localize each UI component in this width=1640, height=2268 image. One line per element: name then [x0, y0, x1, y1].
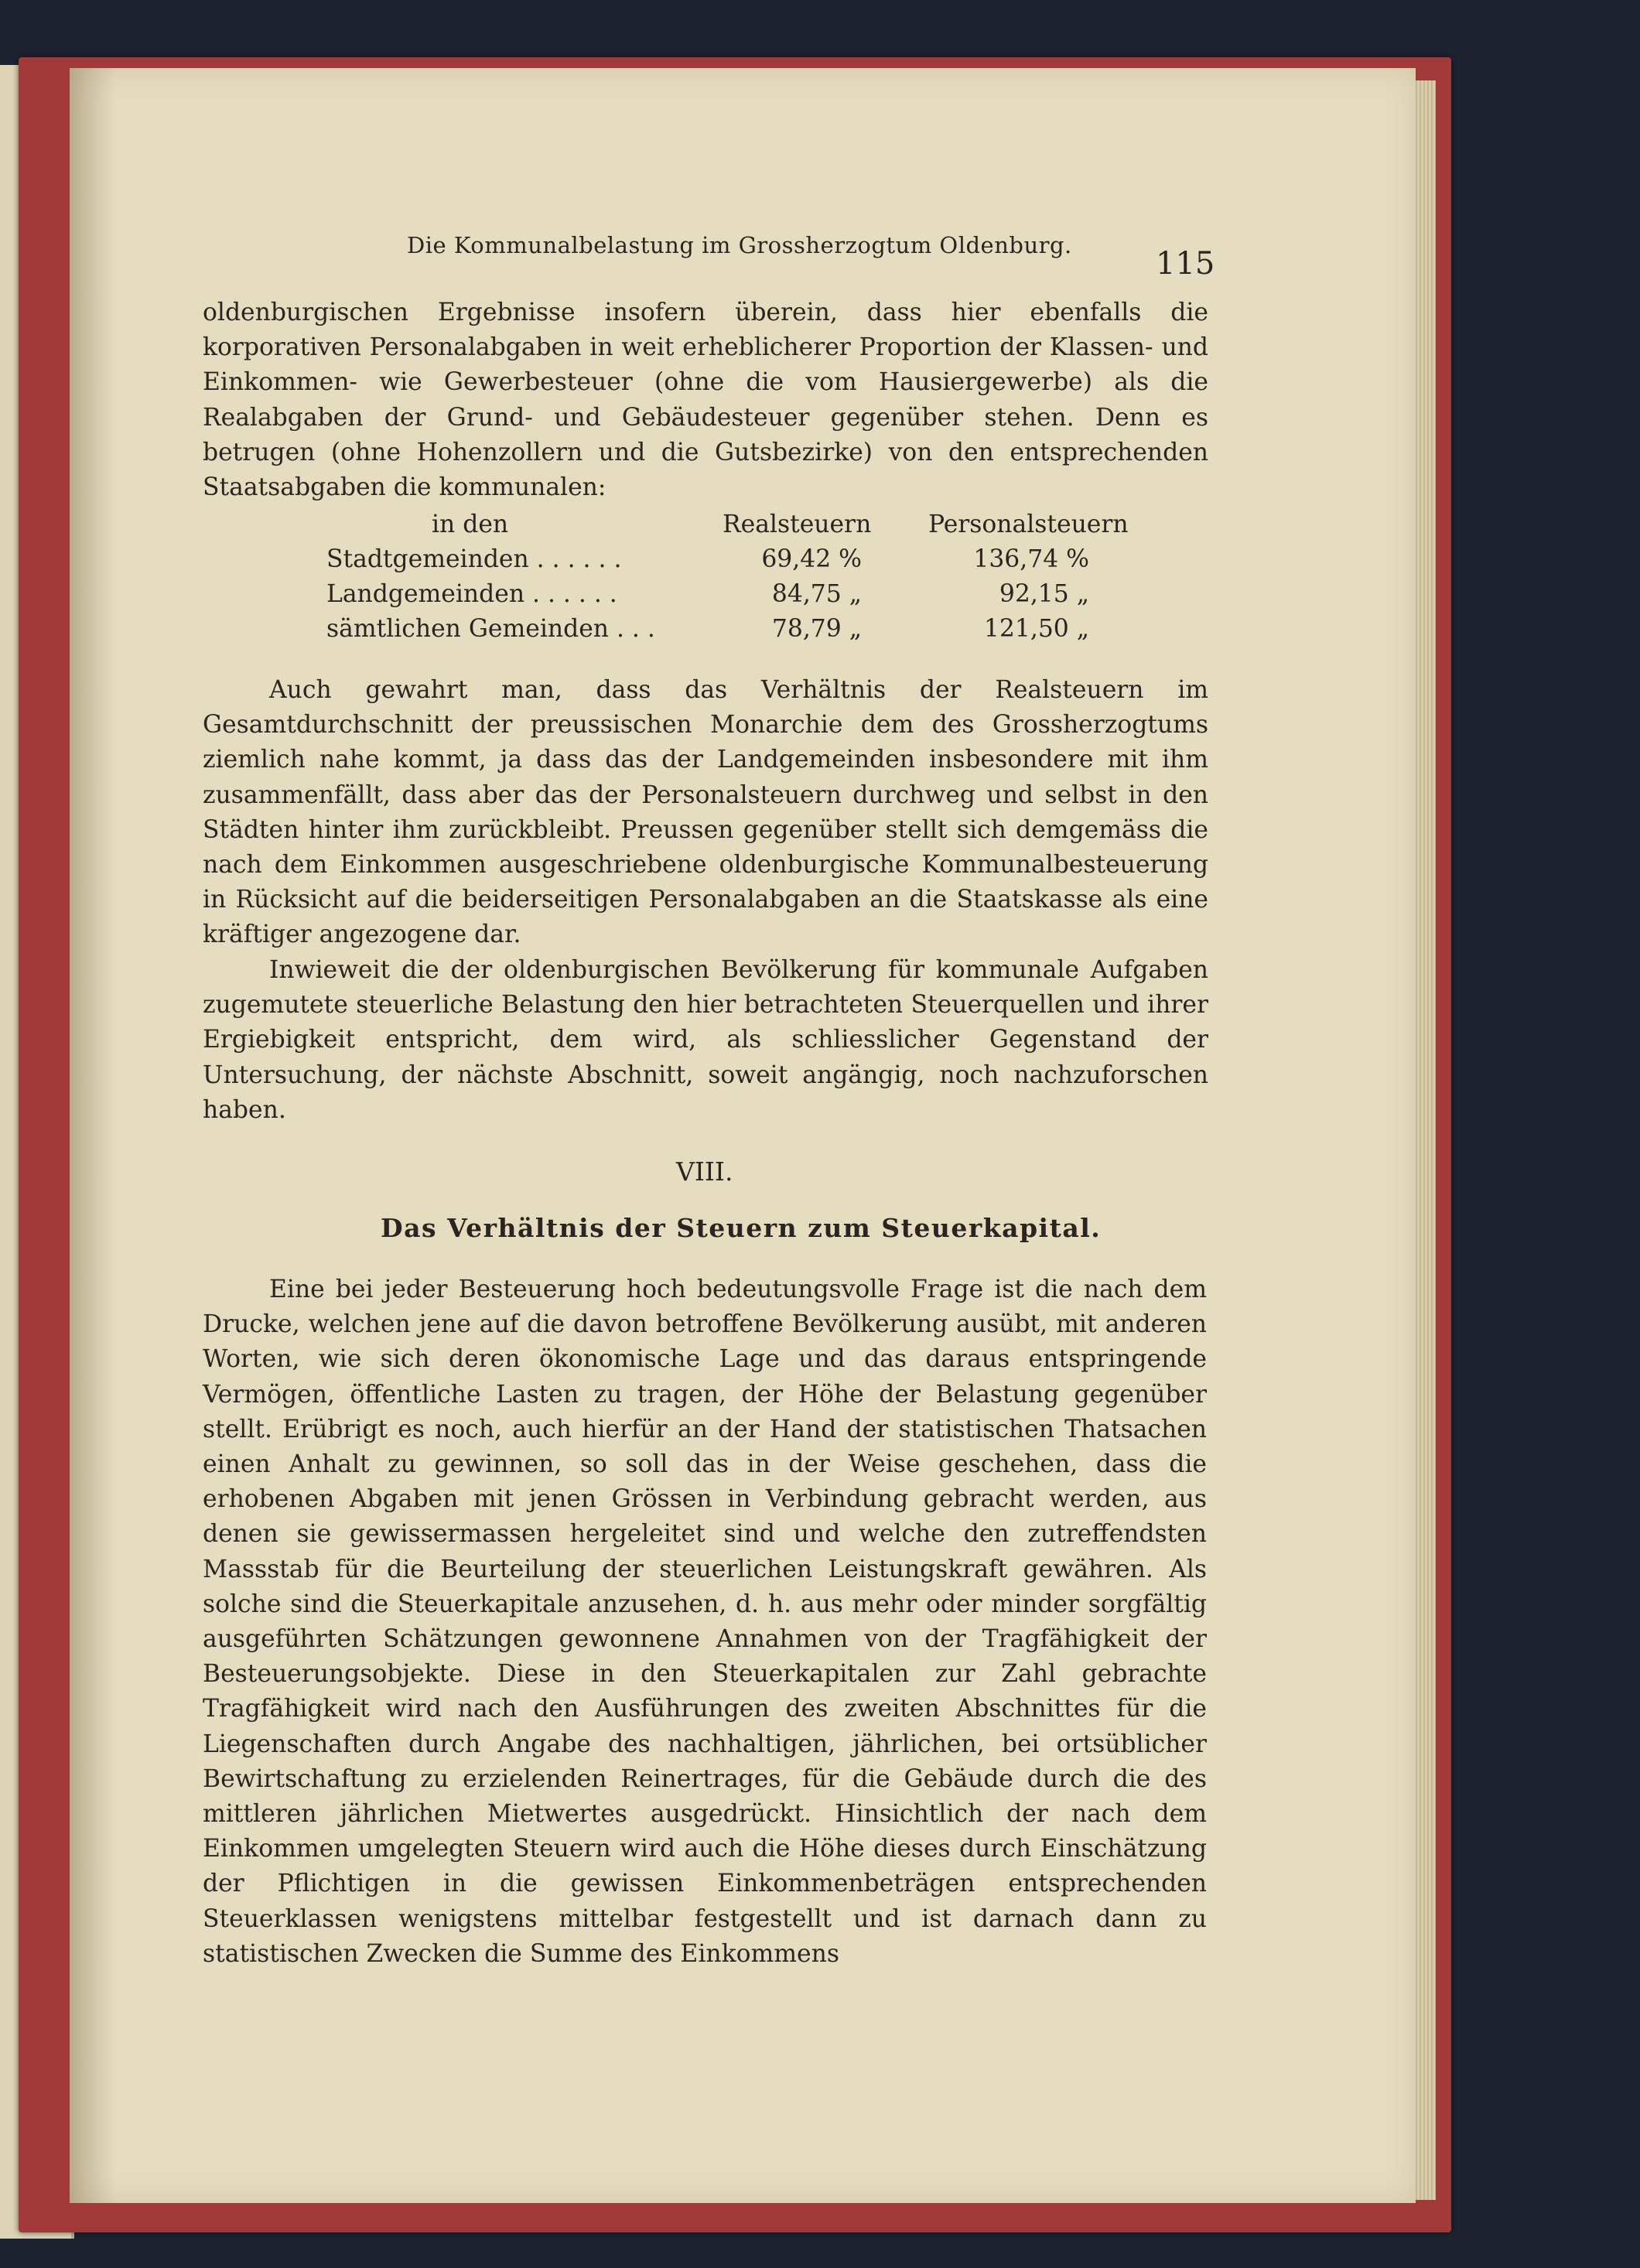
paragraph-2: Auch gewahrt man, dass das Verhältnis der Realsteuern im Gesamtdurchschnitt der preussischen Monarchie dem des Grossherzogtums ziemlich nahe kommt, ja dass das der Landgemeinden insbesondere mit ihm zusammenfällt, dass aber das der Personalsteuern durchweg und selbst in den Städten hinter ihm zurückbleibt. Preussen gegenüber stellt sich demgemäss die nach dem Einkommen ausgeschriebene oldenburgische Kommunalbesteuerung in Rücksicht auf die beiderseitigen Personalabgaben an die Staatskasse als eine kräftiger angezogene dar.: [203, 676, 1208, 949]
paragraph-4: Eine bei jeder Besteuerung hoch bedeutungsvolle Frage ist die nach dem Drucke, welchen jene auf die davon betroffene Bevölkerung ausübt, mit anderen Worten, wie sich deren ökonomische Lage und das daraus entspringende Vermögen, öffentliche Lasten zu tragen, der Höhe der Belastung gegenüber stellt. Erübrigt es noch, auch hierfür an der Hand der statistischen Thatsachen einen Anhalt zu gewinnen, so soll das in der Weise geschehen, dass die erhobenen Abgaben mit jenen Grössen in Verbindung gebracht werden, aus denen sie gewissermassen hergeleitet sind und welche den zutreffendsten Massstab für die Beurteilung der steuerlichen Leistungskraft gewähren. Als solche sind die Steuerkapitale anzusehen, d. h. aus mehr oder minder sorgfältig ausgeführten Schätzungen gewonnene Annahmen von der Tragfähigkeit der Besteuerungsobjekte. Diese in den Steuerkapitalen zur Zahl gebrachte Tragfähigkeit wird nach den Ausführungen des zweiten Abschnittes für die Liegenschaften durch Angabe des nachhaltigen, jährlichen, bei ortsüblicher Bewirtschaftung zu erzielenden Reinertrages, für die Gebäude durch die des mittleren jährlichen Mietwertes ausgedrückt. Hinsichtlich der nach dem Einkommen umgelegten Steuern wird auch die Höhe dieses durch Einschätzung der Pflichtigen in die gewissen Einkommenbeträgen entsprechenden Steuerklassen wenigstens mittelbar festgestellt und ist darnach dann zu statistischen Zwecken die Summe des Einkommens: [203, 1276, 1207, 1968]
paragraph-3: Inwieweit die der oldenburgischen Bevölkerung für kommunale Aufgaben zugemutete steuerliche Belastung den hier betrachteten Steuerquellen und ihrer Ergiebigkeit entspricht, dem wird, als schliesslicher Gegenstand der Untersuchung, der nächste Abschnitt, soweit angängig, noch nachzuforschen haben.: [203, 956, 1208, 1124]
table-header-realsteuern: Realsteuern: [723, 511, 872, 538]
row-personal-value: 136,74 %: [973, 545, 1089, 573]
running-head: Die Kommunalbelastung im Grossherzogtum Oldenburg.: [407, 232, 1072, 258]
page-number: 115: [1156, 246, 1215, 282]
row-label: sämtlichen Gemeinden . . .: [326, 615, 655, 643]
table-header-personalsteuern: Personalsteuern: [928, 511, 1129, 538]
section-number: VIII.: [676, 1156, 733, 1187]
row-personal-value: 121,50 „: [983, 615, 1089, 643]
gutter-shadow: [70, 68, 116, 2203]
row-label: Landgemeinden . . . . . .: [326, 580, 617, 608]
section-title: Das Verhältnis der Steuern zum Steuerkapital.: [381, 1213, 1102, 1243]
row-label: Stadtgemeinden . . . . . .: [326, 545, 622, 573]
row-personal-value: 92,15 „: [999, 580, 1089, 608]
table-header-place: in den: [432, 511, 509, 538]
row-real-value: 84,75 „: [771, 580, 862, 608]
row-real-value: 69,42 %: [761, 545, 862, 573]
paragraph-1: oldenburgischen Ergebnisse insofern überein, dass hier ebenfalls die korporativen Personalabgaben in weit erheblicherer Proportion der Klassen- und Einkommen- wie Gewerbesteuer (ohne die vom Hausiergewerbe) als die Realabgaben der Grund- und Gebäudesteuer gegenüber stehen. Denn es betrugen (ohne Hohenzollern und die Gutsbezirke) von den entsprechenden Staatsabgaben die kommunalen:: [203, 299, 1208, 502]
row-real-value: 78,79 „: [771, 615, 862, 643]
